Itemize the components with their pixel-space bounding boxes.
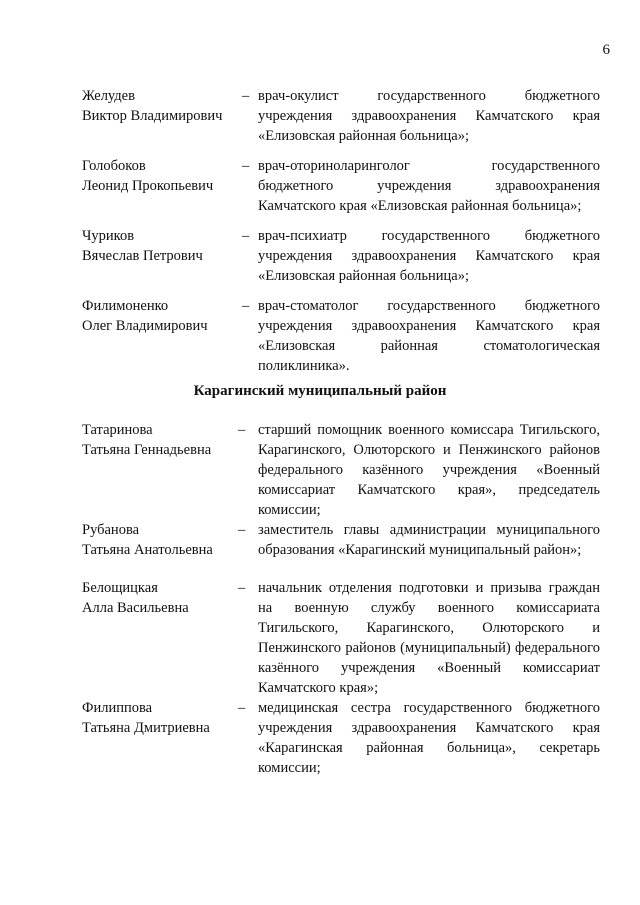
member-surname: Рубанова [82, 522, 140, 538]
member-position: заместитель главы администрации муниципального образования «Карагинский муниципальный район»; [258, 522, 600, 558]
dash-separator: – [238, 700, 246, 716]
member-name [82, 156, 242, 196]
member-name [82, 578, 242, 618]
member-given-name: Татьяна Геннадьевна [82, 442, 212, 458]
dash-separator: – [238, 522, 246, 538]
member-surname: Голобоков [82, 158, 146, 174]
section-heading: Карагинский муниципальный район [193, 383, 447, 399]
dash-separator: – [242, 158, 250, 174]
member-given-name: Татьяна Анатольевна [82, 542, 213, 558]
member-name [82, 226, 242, 266]
member-position: старший помощник военного комиссара Тигильского, Карагинского, Олюторского и Пенжинского районов федерального казённого учреждения «Военный комиссариат Камчатского края», председатель комиссии; [258, 422, 600, 518]
member-surname: Татаринова [82, 422, 153, 438]
member-given-name: Леонид Прокопьевич [82, 178, 214, 194]
member-position: врач-стоматолог государственного бюджетного учреждения здравоохранения Камчатского края «Елизовская районная стоматологическая поликлиника». [258, 298, 600, 374]
member-name [82, 86, 242, 126]
member-position: начальник отделения подготовки и призыва граждан на военную службу военного комиссариата Тигильского, Карагинского, Олюторского и Пенжинского районов (муниципальный) федерального казённого учреждения «Военный комиссариат Камчатского края»; [258, 580, 600, 696]
member-surname: Филиппова [82, 700, 153, 716]
member-given-name: Вячеслав Петрович [82, 248, 203, 264]
member-surname: Чуриков [82, 228, 135, 244]
member-position: медицинская сестра государственного бюджетного учреждения здравоохранения Камчатского края «Карагинская районная больница», секретарь комиссии; [258, 700, 600, 776]
dash-separator: – [242, 298, 250, 314]
member-surname: Филимоненко [82, 298, 169, 314]
member-given-name: Алла Васильевна [82, 600, 189, 616]
member-position: врач-окулист государственного бюджетного учреждения здравоохранения Камчатского края «Елизовская районная больница»; [258, 88, 600, 144]
member-position: врач-оториноларинголог государственного бюджетного учреждения здравоохранения Камчатского края «Елизовская районная больница»; [258, 158, 600, 214]
member-surname: Белощицкая [82, 580, 158, 596]
member-name [82, 420, 242, 460]
member-name [82, 698, 242, 738]
dash-separator: – [238, 580, 246, 596]
member-position: врач-психиатр государственного бюджетного учреждения здравоохранения Камчатского края «Елизовская районная больница»; [258, 228, 600, 284]
dash-separator: – [242, 228, 250, 244]
member-name [82, 520, 242, 560]
member-name [82, 296, 242, 336]
member-surname: Желудев [82, 88, 135, 104]
member-given-name: Виктор Владимирович [82, 108, 223, 124]
dash-separator: – [242, 88, 250, 104]
page-number: 6 [602, 42, 610, 58]
member-given-name: Олег Владимирович [82, 318, 208, 334]
member-given-name: Татьяна Дмитриевна [82, 720, 210, 736]
dash-separator: – [238, 422, 246, 438]
